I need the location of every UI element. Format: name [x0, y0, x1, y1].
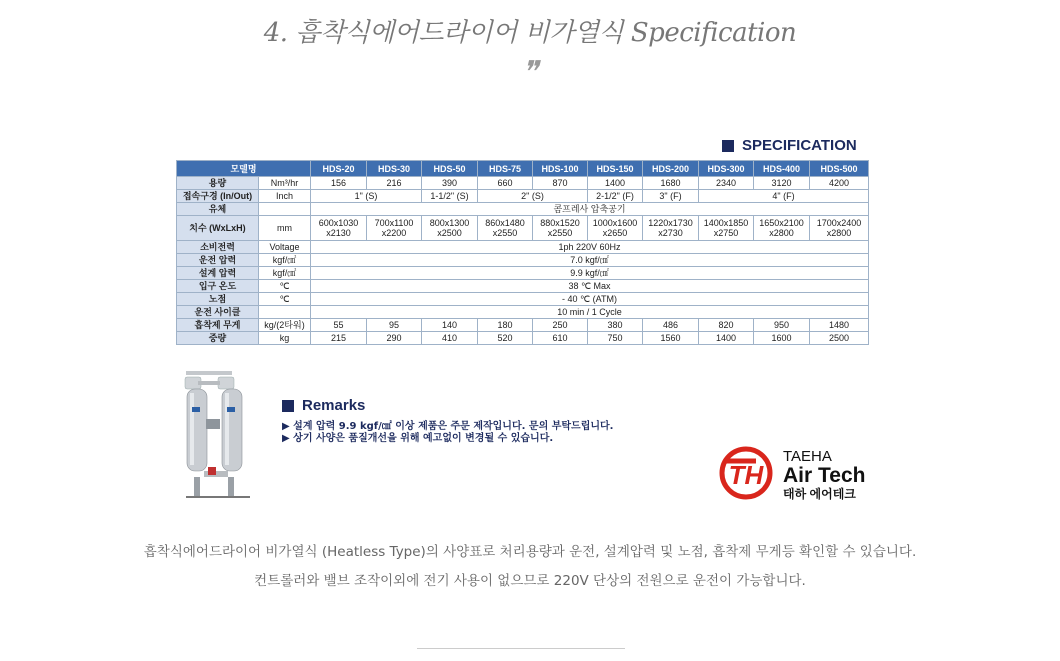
table-cell: 1400 — [588, 177, 643, 190]
table-row — [177, 254, 869, 267]
model-cell: HDS-100 — [533, 161, 588, 177]
table-row — [177, 267, 869, 280]
table-row — [177, 280, 869, 293]
table-row — [177, 216, 869, 241]
row-label: 용량 — [177, 177, 259, 190]
table-row — [177, 293, 869, 306]
table-cell: 870 — [533, 177, 588, 190]
remarks-heading — [282, 397, 365, 414]
row-label: 운전 압력 — [177, 254, 259, 267]
table-cell: 820 — [699, 319, 754, 332]
table-cell: 880x1520 x2550 — [533, 216, 588, 241]
table-row — [177, 241, 869, 254]
table-cell: 1-1/2" (S) — [422, 190, 478, 203]
row-unit: Inch — [259, 190, 311, 203]
table-cell: 1400 — [699, 332, 754, 345]
square-bullet-icon — [282, 400, 294, 412]
row-label: 유체 — [177, 203, 259, 216]
table-cell: 55 — [311, 319, 367, 332]
table-cell: 1650x2100 x2800 — [754, 216, 810, 241]
model-cell: HDS-50 — [422, 161, 478, 177]
row-label: 흡착제 무게 — [177, 319, 259, 332]
model-cell: HDS-30 — [367, 161, 422, 177]
table-cell: 660 — [478, 177, 533, 190]
table-cell: 1560 — [643, 332, 699, 345]
table-cell: 215 — [311, 332, 367, 345]
table-cell: 610 — [533, 332, 588, 345]
table-cell: 750 — [588, 332, 643, 345]
model-cell: HDS-150 — [588, 161, 643, 177]
table-cell: 380 — [588, 319, 643, 332]
table-cell: 216 — [367, 177, 422, 190]
table-cell: 3" (F) — [643, 190, 699, 203]
table-cell: 140 — [422, 319, 478, 332]
row-label: 운전 사이클 — [177, 306, 259, 319]
model-cell: HDS-400 — [754, 161, 810, 177]
model-cell: HDS-500 — [810, 161, 869, 177]
table-cell: 콤프레사 압축공기 — [311, 203, 869, 216]
table-cell: 1400x1850 x2750 — [699, 216, 754, 241]
spec-table — [176, 160, 869, 345]
row-unit: ℃ — [259, 280, 311, 293]
model-cell: HDS-20 — [311, 161, 367, 177]
table-cell: 95 — [367, 319, 422, 332]
logo-line2: Air Tech — [783, 464, 866, 487]
table-cell: 950 — [754, 319, 810, 332]
logo-line1: TAEHA — [783, 448, 832, 465]
square-bullet-icon — [722, 140, 734, 152]
row-label: 중량 — [177, 332, 259, 345]
table-cell: 600x1030 x2130 — [311, 216, 367, 241]
table-row — [177, 177, 869, 190]
row-unit — [259, 306, 311, 319]
table-cell: 180 — [478, 319, 533, 332]
table-cell: 800x1300 x2500 — [422, 216, 478, 241]
row-unit: kgf/㎠ — [259, 267, 311, 280]
row-label: 노점 — [177, 293, 259, 306]
logo-line3: 태하 에어테크 — [783, 487, 856, 501]
table-cell: 250 — [533, 319, 588, 332]
table-cell: 156 — [311, 177, 367, 190]
table-row — [177, 319, 869, 332]
row-unit — [259, 203, 311, 216]
table-cell: - 40 ℃ (ATM) — [311, 293, 869, 306]
table-cell: 38 ℃ Max — [311, 280, 869, 293]
table-cell: 7.0 kgf/㎠ — [311, 254, 869, 267]
taeha-logo-icon — [716, 443, 776, 503]
table-cell: 1680 — [643, 177, 699, 190]
table-cell: 520 — [478, 332, 533, 345]
table-cell: 3120 — [754, 177, 810, 190]
table-row — [177, 306, 869, 319]
table-cell: 9.9 kgf/㎠ — [311, 267, 869, 280]
remark-item: ▶ 설계 압력 9.9 kgf/㎠ 이상 제품은 주문 제작입니다. 문의 부탁드립니다. — [282, 421, 614, 432]
row-label: 설계 압력 — [177, 267, 259, 280]
remark-item: ▶ 상기 사양은 품질개선을 위해 예고없이 변경될 수 있습니다. — [282, 433, 554, 444]
table-row — [177, 203, 869, 216]
table-cell: 410 — [422, 332, 478, 345]
row-unit: kgf/㎠ — [259, 254, 311, 267]
table-cell: 390 — [422, 177, 478, 190]
table-cell: 290 — [367, 332, 422, 345]
row-unit: kg — [259, 332, 311, 345]
table-cell: 1ph 220V 60Hz — [311, 241, 869, 254]
row-unit: kg/(2타워) — [259, 319, 311, 332]
table-cell: 860x1480 x2550 — [478, 216, 533, 241]
table-cell: 1700x2400 x2800 — [810, 216, 869, 241]
model-cell: HDS-300 — [699, 161, 754, 177]
row-label: 입구 온도 — [177, 280, 259, 293]
table-cell: 2-1/2" (F) — [588, 190, 643, 203]
dryer-product-image — [180, 367, 258, 502]
model-header: 모델명 — [177, 161, 311, 177]
table-cell: 1000x1600 x2650 — [588, 216, 643, 241]
table-cell: 1480 — [810, 319, 869, 332]
divider — [417, 648, 625, 649]
table-cell: 4" (F) — [699, 190, 869, 203]
table-cell: 2" (S) — [478, 190, 588, 203]
model-cell: HDS-75 — [478, 161, 533, 177]
table-row — [177, 190, 869, 203]
row-label: 치수 (WxLxH) — [177, 216, 259, 241]
remarks-heading-label: Remarks — [302, 397, 366, 414]
row-unit: Nm³/hr — [259, 177, 311, 190]
table-row — [177, 332, 869, 345]
row-label: 접속구경 (In/Out) — [177, 190, 259, 203]
spec-heading — [722, 137, 857, 154]
quote-mark: ❞ — [521, 55, 539, 90]
spec-heading-label: SPECIFICATION — [742, 137, 857, 154]
table-cell: 1600 — [754, 332, 810, 345]
table-cell: 2500 — [810, 332, 869, 345]
model-cell: HDS-200 — [643, 161, 699, 177]
table-cell: 1220x1730 x2730 — [643, 216, 699, 241]
table-cell: 486 — [643, 319, 699, 332]
page-title: 4. 흡착식에어드라이어 비가열식 Specification — [263, 18, 797, 48]
table-cell: 1" (S) — [311, 190, 422, 203]
table-cell: 4200 — [810, 177, 869, 190]
caption-line1: 흡착식에어드라이어 비가열식 (Heatless Type)의 사양표로 처리용량과 운전, 설계압력 및 노점, 흡착제 무게등 확인할 수 있습니다. — [143, 544, 917, 560]
svg-text:TH: TH — [728, 460, 764, 490]
table-cell: 700x1100 x2200 — [367, 216, 422, 241]
table-cell: 10 min / 1 Cycle — [311, 306, 869, 319]
remarks-list — [282, 421, 613, 445]
table-header-row — [177, 161, 869, 177]
row-label: 소비전력 — [177, 241, 259, 254]
taeha-logo-text — [783, 449, 865, 502]
row-unit: mm — [259, 216, 311, 241]
row-unit: ℃ — [259, 293, 311, 306]
caption-line2: 컨트롤러와 밸브 조작이외에 전기 사용이 없으므로 220V 단상의 전원으로 운전이 가능합니다. — [254, 573, 806, 589]
table-cell: 2340 — [699, 177, 754, 190]
row-unit: Voltage — [259, 241, 311, 254]
